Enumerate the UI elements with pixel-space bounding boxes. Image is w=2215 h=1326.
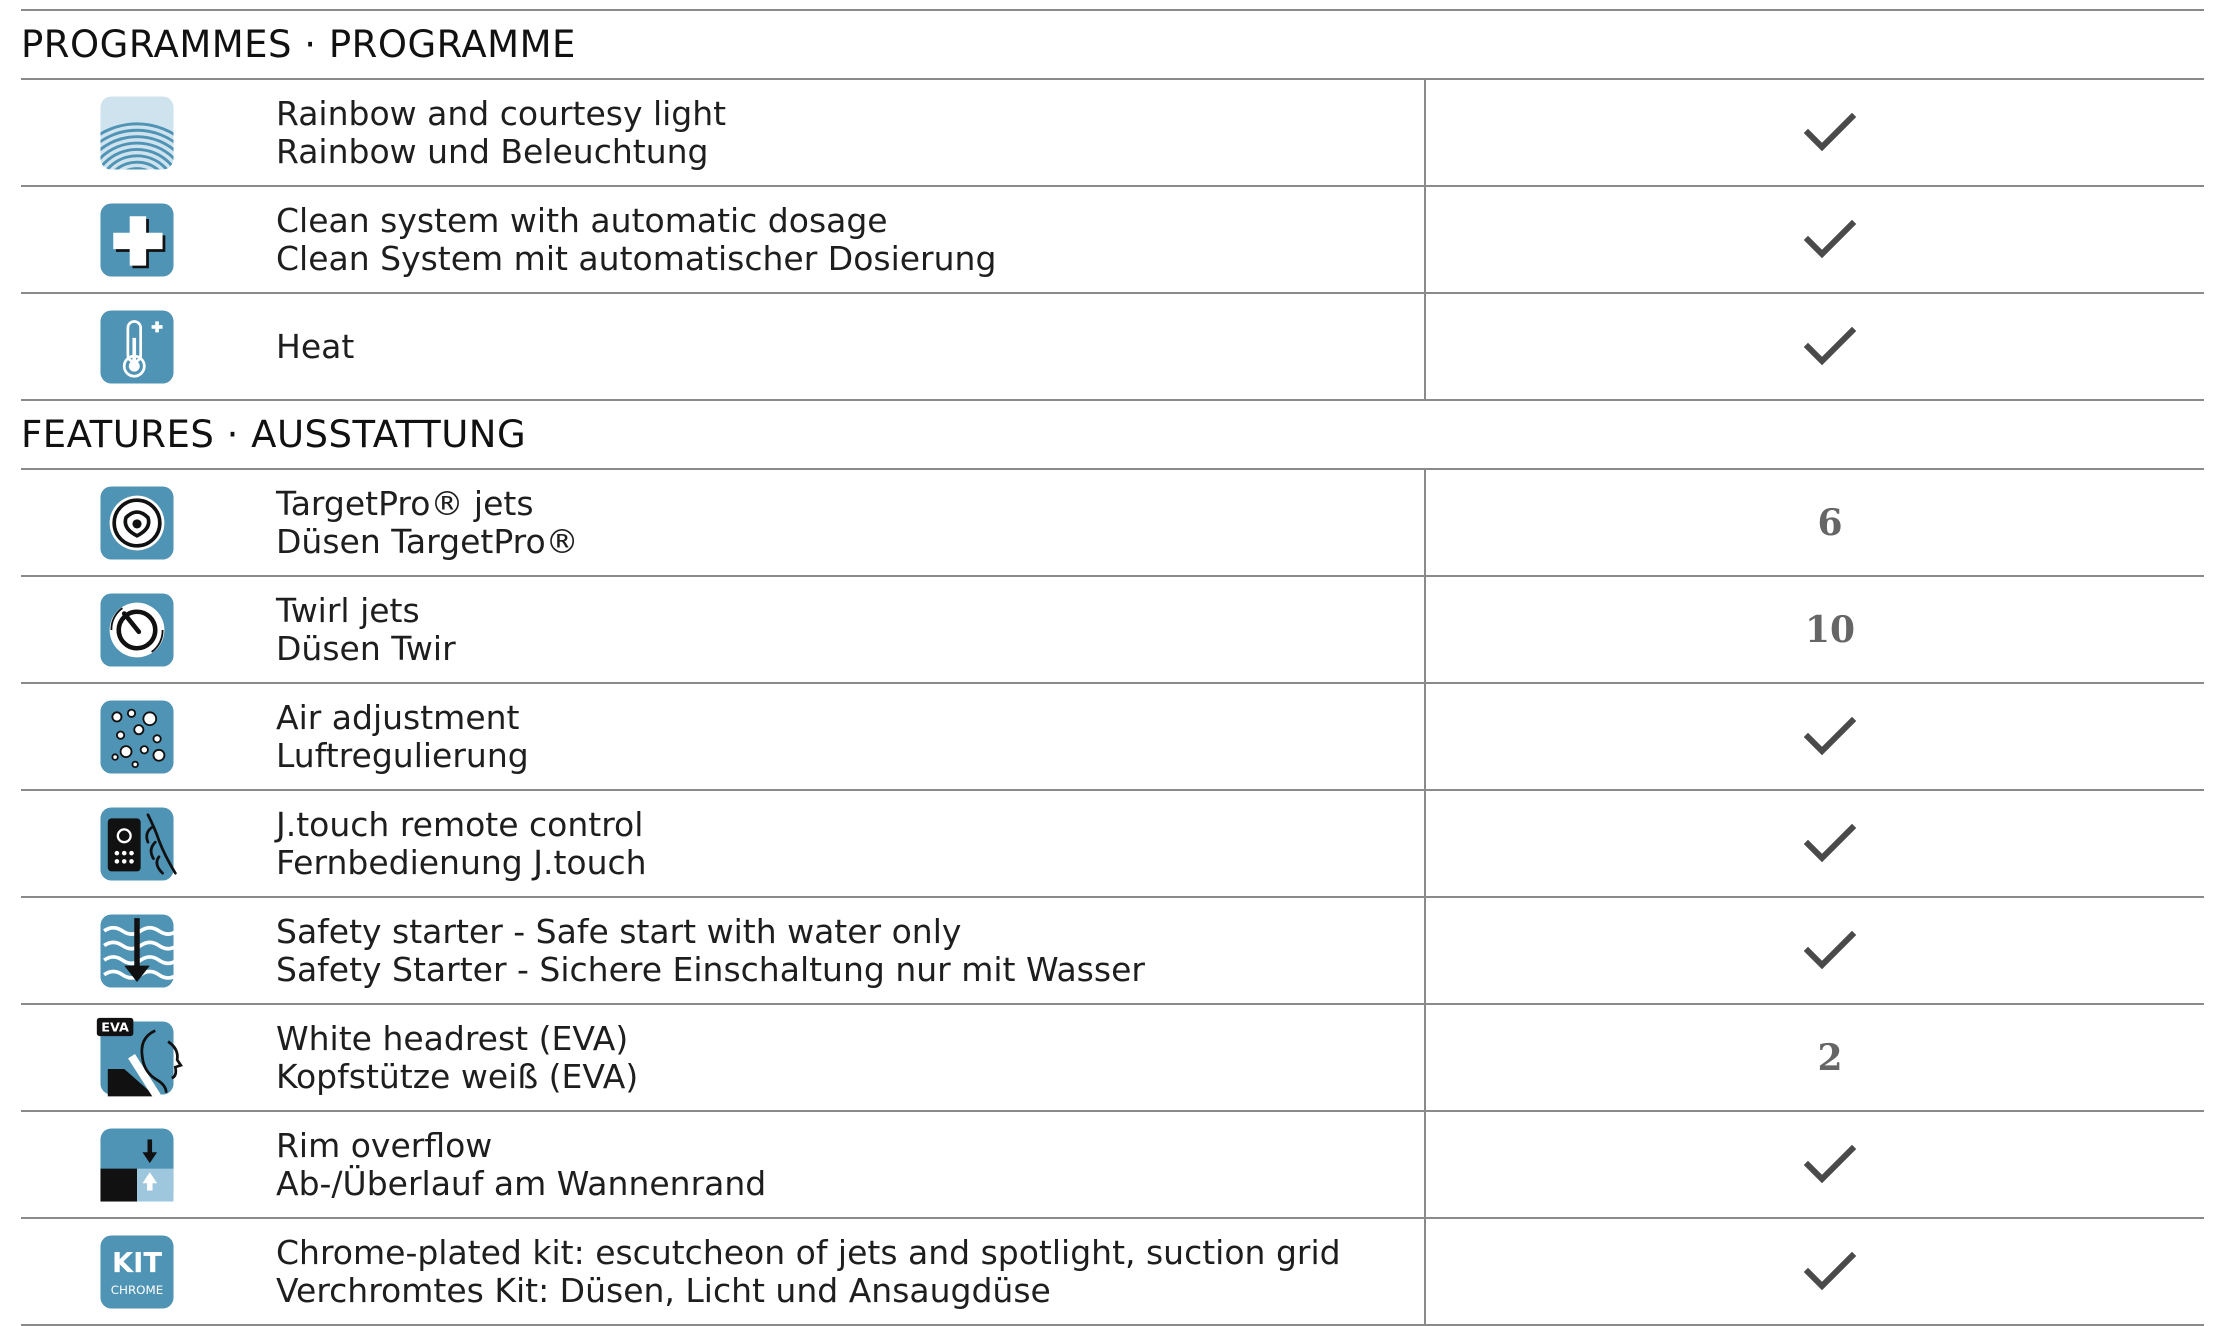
checkmark-icon: [1804, 327, 1856, 367]
feature-count: 10: [1804, 608, 1856, 651]
feature-label-de: Düsen Twir: [276, 628, 456, 668]
feature-value: [1426, 80, 2204, 185]
safety-starter-water-icon: [56, 898, 218, 1003]
feature-label-en: Rim overflow: [276, 1125, 493, 1165]
eva-label: EVA: [101, 1020, 129, 1036]
feature-value: [1426, 1112, 2204, 1217]
section-title: PROGRAMMES · PROGRAMME: [21, 23, 576, 66]
feature-label-de: Kopfstütze weiß (EVA): [276, 1056, 639, 1096]
feature-description: [276, 1219, 1426, 1324]
feature-label-en: Safety starter - Safe start with water only: [276, 911, 962, 951]
feature-label-en: Twirl jets: [276, 590, 420, 630]
spec-table: [21, 9, 2204, 1326]
feature-label-de: Rainbow und Beleuchtung: [276, 131, 709, 171]
feature-value: [1426, 684, 2204, 789]
feature-label-en: Rainbow and courtesy light: [276, 93, 727, 133]
feature-row: [21, 791, 2204, 898]
feature-description: [276, 898, 1426, 1003]
feature-description: [276, 187, 1426, 292]
feature-count: 6: [1817, 501, 1843, 544]
checkmark-icon: [1804, 824, 1856, 864]
checkmark-icon: [1804, 113, 1856, 153]
feature-row: [21, 577, 2204, 684]
section-header: [21, 11, 2204, 80]
feature-description: [276, 470, 1426, 575]
feature-label-en: Clean system with automatic dosage: [276, 200, 888, 240]
feature-label-de: Safety Starter - Sichere Einschaltung nur mit Wasser: [276, 949, 1145, 989]
feature-description: [276, 791, 1426, 896]
twirl-jet-icon: [56, 577, 218, 682]
svg-text:KIT: KIT: [111, 1247, 163, 1279]
rainbow-light-icon: [56, 80, 218, 185]
feature-description: [276, 1112, 1426, 1217]
thermometer-heat-icon: [56, 294, 218, 399]
feature-value: [1426, 577, 2204, 682]
section-title: FEATURES · AUSSTATTUNG: [21, 413, 527, 456]
feature-value: [1426, 187, 2204, 292]
feature-row: [21, 187, 2204, 294]
svg-text:CHROME: CHROME: [110, 1282, 164, 1297]
feature-value: [1426, 898, 2204, 1003]
feature-value: [1426, 1005, 2204, 1110]
feature-description: [276, 684, 1426, 789]
remote-control-hand-icon: [56, 791, 218, 896]
feature-label-de: Fernbedienung J.touch: [276, 842, 647, 882]
feature-row: [21, 470, 2204, 577]
checkmark-icon: [1804, 1145, 1856, 1185]
feature-value: [1426, 294, 2204, 399]
clean-system-cross-icon: [56, 187, 218, 292]
feature-label-en: J.touch remote control: [276, 804, 644, 844]
checkmark-icon: [1804, 1252, 1856, 1292]
feature-label-de: Ab-/Überlauf am Wannenrand: [276, 1163, 767, 1203]
feature-row: [21, 1219, 2204, 1326]
feature-description: [276, 577, 1426, 682]
feature-count: 2: [1817, 1036, 1843, 1079]
checkmark-icon: [1804, 931, 1856, 971]
feature-description: [276, 80, 1426, 185]
feature-row: [21, 684, 2204, 791]
feature-label-en: TargetPro® jets: [276, 483, 534, 523]
feature-row: [21, 294, 2204, 401]
air-bubbles-icon: [56, 684, 218, 789]
feature-row: [21, 80, 2204, 187]
eva-headrest-icon: [56, 1005, 218, 1110]
feature-description: [276, 294, 1426, 399]
feature-label-en: Chrome-plated kit: escutcheon of jets and spotlight, suction grid: [276, 1232, 1341, 1272]
rim-overflow-icon: [56, 1112, 218, 1217]
targetpro-jet-icon: [56, 470, 218, 575]
feature-label-de: Verchromtes Kit: Düsen, Licht und Ansaugdüse: [276, 1270, 1051, 1310]
feature-label-de: Düsen TargetPro®: [276, 521, 579, 561]
feature-label-en: Heat: [276, 326, 355, 366]
feature-label-en: Air adjustment: [276, 697, 520, 737]
feature-value: [1426, 470, 2204, 575]
chrome-kit-icon: [56, 1219, 218, 1324]
feature-label-de: Clean System mit automatischer Dosierung: [276, 238, 997, 278]
feature-value: [1426, 1219, 2204, 1324]
feature-row: [21, 1005, 2204, 1112]
feature-row: [21, 898, 2204, 1005]
checkmark-icon: [1804, 717, 1856, 757]
feature-description: [276, 1005, 1426, 1110]
checkmark-icon: [1804, 220, 1856, 260]
spec-table-body: [21, 11, 2204, 1326]
feature-label-de: Luftregulierung: [276, 735, 529, 775]
feature-row: [21, 1112, 2204, 1219]
section-header: [21, 401, 2204, 470]
feature-label-en: White headrest (EVA): [276, 1018, 629, 1058]
feature-value: [1426, 791, 2204, 896]
